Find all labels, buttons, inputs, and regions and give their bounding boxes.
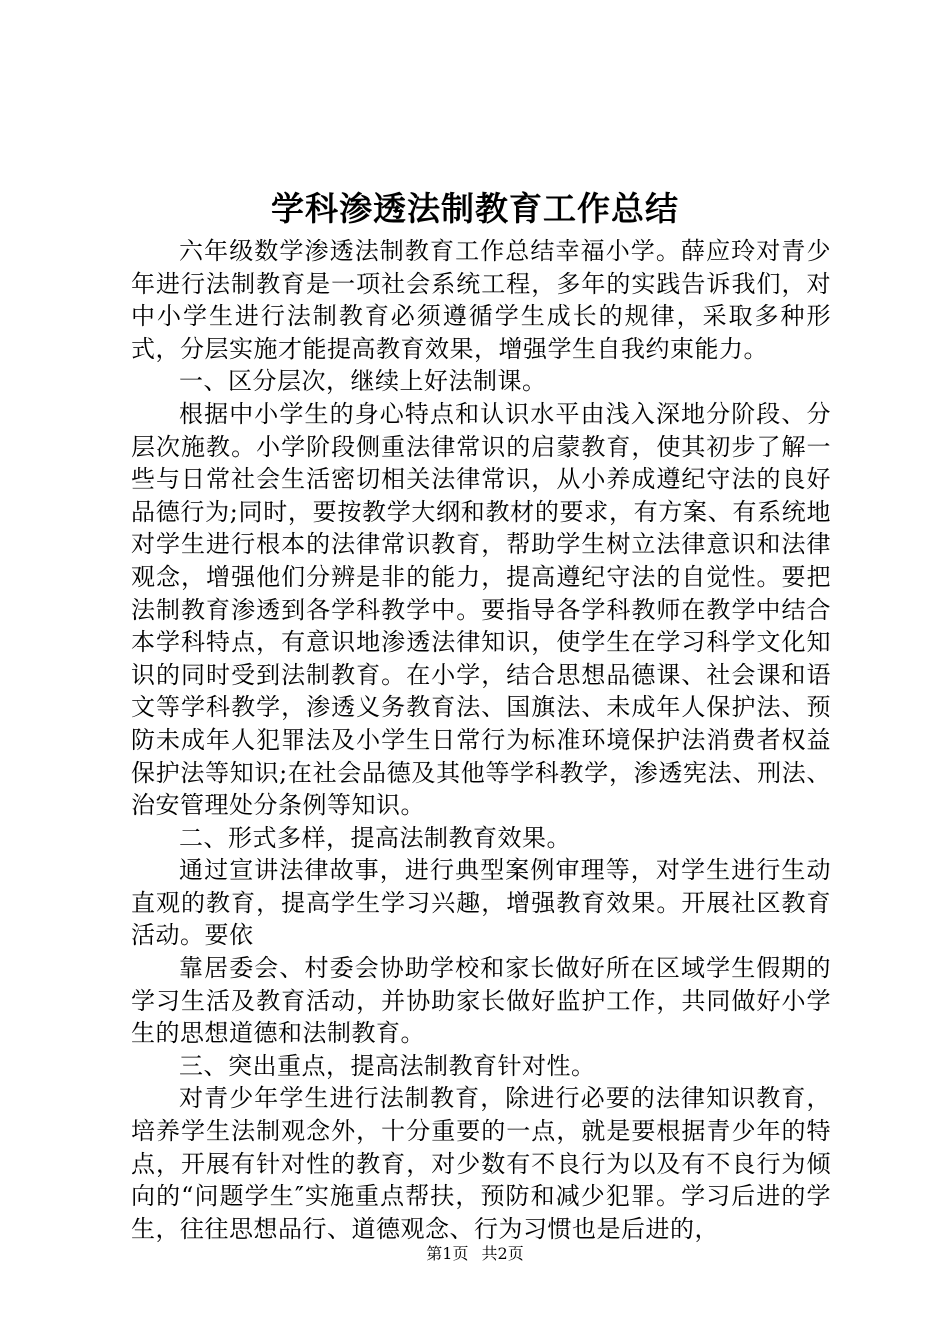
page-footer (0, 1243, 950, 1265)
section-heading-3: 三、突出重点，提高法制教育针对性。 (179, 1051, 596, 1080)
document-body (131, 235, 831, 1245)
page-number: 第1页 (426, 1244, 469, 1263)
paragraph-section-3: 对青少年学生进行法制教育，除进行必要的法律知识教育，培养学生法制观念外，十分重要的一点，就是要根据青少年的特点，开展有针对性的教育，对少数有不良行为以及有不良行为倾向的“问题学生″实施重点帮扶，预防和减少犯罪。学习后进的学生，往往思想品行、道德观念、行为习惯也是后进的， (131, 1084, 831, 1243)
paragraph-intro: 六年级数学渗透法制教育工作总结幸福小学。薛应玲对青少年进行法制教育是一项社会系统工程，多年的实践告诉我们，对中小学生进行法制教育必须遵循学生成长的规律，采取多种形式，分层实施才能提高教育效果，增强学生自我约束能力。 (131, 237, 831, 363)
document-title: 学科渗透法制教育工作总结 (271, 189, 679, 228)
paragraph-section-2a: 通过宣讲法律故事，进行典型案例审理等，对学生进行生动直观的教育，提高学生学习兴趣，增强教育效果。开展社区教育活动。要依 (131, 856, 831, 950)
paragraph-section-1: 根据中小学生的身心特点和认识水平由浅入深地分阶段、分层次施教。小学阶段侧重法律常识的启蒙教育，使其初步了解一些与日常社会生活密切相关法律常识，从小养成遵纪守法的良好品德行为;同时，要按教学大纲和教材的要求，有方案、有系统地对学生进行根本的法律常识教育，帮助学生树立法律意识和法律观念，增强他们分辨是非的能力，提高遵纪守法的自觉性。要把法制教育渗透到各学科教学中。要指导各学科教师在教学中结合本学科特点，有意识地渗透法律知识，使学生在学习科学文化知识的同时受到法制教育。在小学，结合思想品德课、社会课和语文等学科教学，渗透义务教育法、国旗法、未成年人保护法、预防未成年人犯罪法及小学生日常行为标准环境保护法消费者权益保护法等知识;在社会品德及其他等学科教学，渗透宪法、刑法、治安管理处分条例等知识。 (131, 399, 831, 820)
section-heading-2: 二、形式多样，提高法制教育效果。 (179, 823, 571, 852)
page-total: 共2页 (481, 1244, 524, 1263)
paragraph-section-2b: 靠居委会、村委会协助学校和家长做好所在区域学生假期的学习生活及教育活动，并协助家长做好监护工作，共同做好小学生的思想道德和法制教育。 (131, 954, 831, 1048)
section-heading-1: 一、区分层次，继续上好法制课。 (179, 367, 547, 396)
